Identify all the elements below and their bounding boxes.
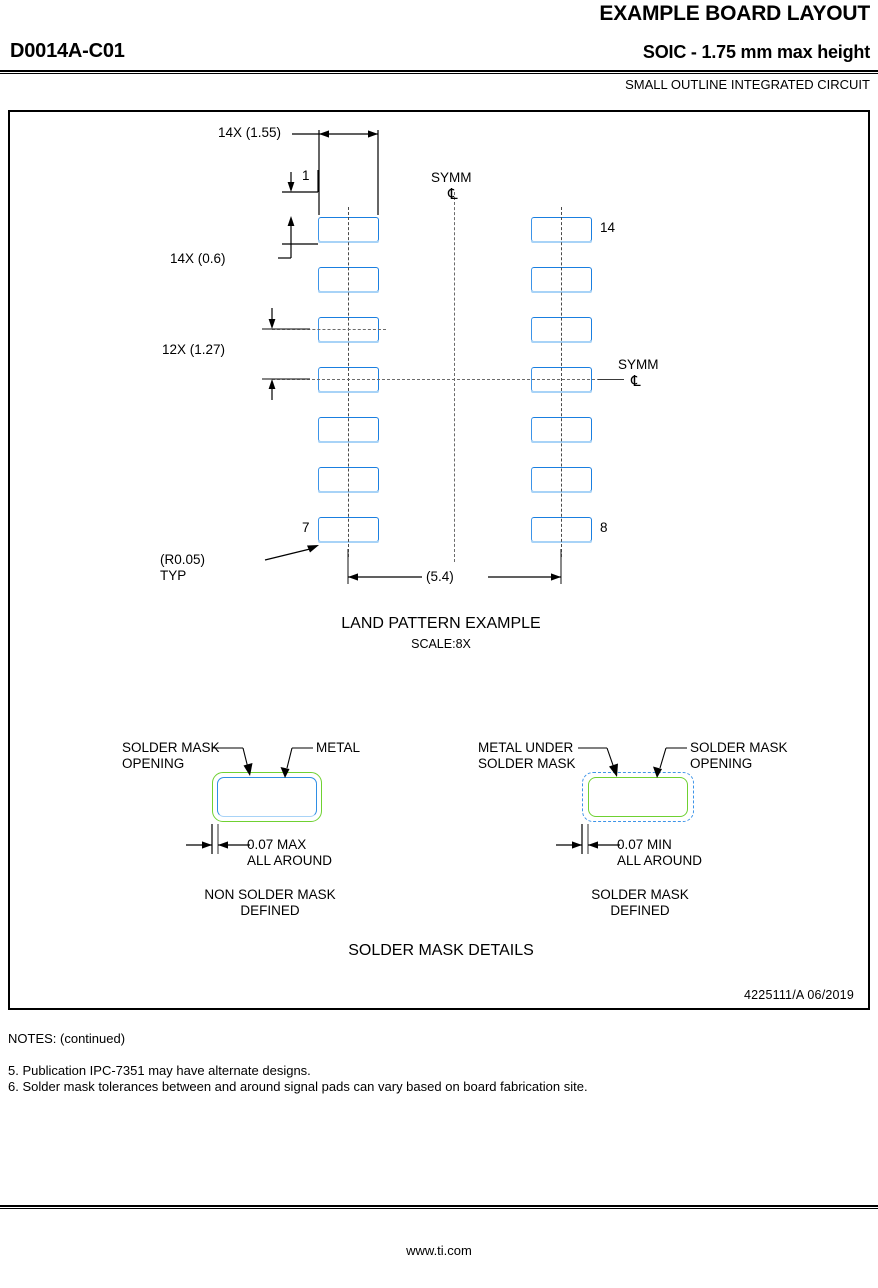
nsmd-dim-line-2: ALL AROUND [247,852,333,868]
part-number: D0014A-C01 [10,40,125,62]
dim-span-graphic [10,112,872,642]
corner-radius-typ: TYP [160,567,187,583]
dim-pad-width-label: 14X (1.55) [218,125,282,140]
smd-solder-mask-opening-label [690,740,788,772]
nsmd-dim-line-1: 0.07 MAX [247,837,307,852]
pin-8-label: 8 [600,520,608,535]
smd-dimension-label [617,837,702,869]
smd-caption-line-1: SOLDER MASK [591,887,689,902]
nsmd-dimension-label [247,837,332,869]
drawing-number: 4225111/A 06/2019 [744,988,854,1002]
dim-pad-height-label: 14X (0.6) [170,251,226,266]
smd-dim-line-2: ALL AROUND [617,852,703,868]
page-title: EXAMPLE BOARD LAYOUT [599,2,870,25]
pin-7-label: 7 [302,520,310,535]
symm-horizontal-centerline-glyph: ℄ [631,373,641,390]
symm-vertical-label: SYMM [431,170,472,185]
nsmd-caption-line-2: DEFINED [240,903,300,919]
package-subtitle: SMALL OUTLINE INTEGRATED CIRCUIT [625,77,870,92]
dim-span-label: (5.4) [426,569,454,584]
nsmd-detail [100,732,440,932]
pin-14-label: 14 [600,220,616,235]
footer-divider [0,1205,878,1209]
smd-caption [460,887,820,919]
note-6: 6. Solder mask tolerances between and around signal pads can vary based on board fabrication site. [8,1079,588,1094]
header-divider [0,70,878,74]
nsmd-caption-line-1: NON SOLDER MASK [204,887,336,902]
package-title: SOIC - 1.75 mm max height [642,42,870,62]
smd-metal-under-mask-label [478,740,576,772]
smd-detail [460,732,820,932]
nsmd-opening-line-2: OPENING [122,755,185,771]
nsmd-opening-line-1: SOLDER MASK [122,740,220,755]
symm-vertical-centerline-glyph: ℄ [448,186,458,203]
land-pattern-scale: SCALE:8X [411,637,471,651]
solder-mask-details-caption: SOLDER MASK DETAILS [348,942,534,959]
dim-pitch-label: 12X (1.27) [162,342,226,357]
nsmd-solder-mask-opening-label [122,740,220,772]
land-pattern-caption: LAND PATTERN EXAMPLE [341,615,541,632]
smd-opening-line-1: SOLDER MASK [690,740,788,755]
smd-dim-line-1: 0.07 MIN [617,837,672,852]
symm-horizontal-label: SYMM [618,357,659,372]
nsmd-caption [100,887,440,919]
drawing-frame [8,110,870,1010]
smd-metal-line-1: METAL UNDER [478,740,574,755]
notes-heading: NOTES: (continued) [8,1031,126,1046]
land-pattern-diagram [10,112,872,642]
nsmd-metal-label: METAL [316,740,361,755]
smd-metal-line-2: SOLDER MASK [478,755,576,771]
smd-opening-line-2: OPENING [690,755,753,771]
note-5: 5. Publication IPC-7351 may have alternate designs. [8,1063,311,1078]
footer-url: www.ti.com [406,1243,472,1258]
smd-caption-line-2: DEFINED [610,903,670,919]
pin-1-label: 1 [302,168,310,183]
corner-radius-value: (R0.05) [160,552,206,567]
